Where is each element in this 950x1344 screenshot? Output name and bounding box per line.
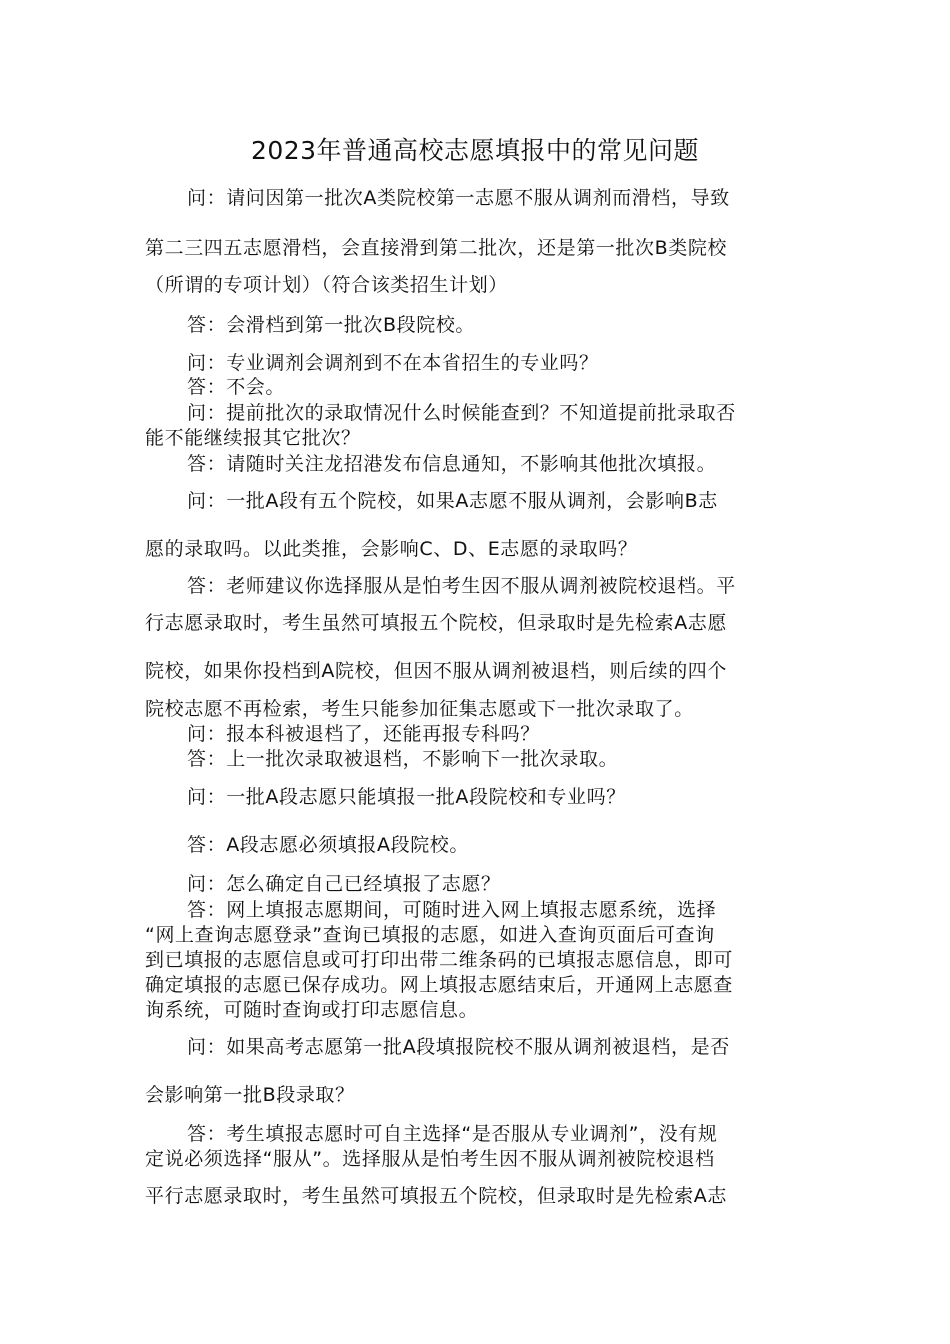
text-line: 行志愿录取时，考生虽然可填报五个院校，但录取时是先检索A志愿 xyxy=(145,612,727,634)
text-line: 答：请随时关注龙招港发布信息通知，不影响其他批次填报。 xyxy=(187,453,717,475)
text-line: 问：如果高考志愿第一批A段填报院校不服从调剂被退档，是否 xyxy=(187,1036,730,1058)
text-line: 问：请问因第一批次A类院校第一志愿不服从调剂而滑档，导致 xyxy=(187,187,730,209)
text-line: 愿的录取吗。以此类推，会影响C、D、E志愿的录取吗？ xyxy=(145,538,638,560)
text-line: 答：考生填报志愿时可自主选择“是否服从专业调剂”，没有规 xyxy=(187,1123,718,1145)
text-line: （所谓的专项计划）（符合该类招生计划） xyxy=(145,274,508,296)
text-line: 平行志愿录取时，考生虽然可填报五个院校，但录取时是先检索A志 xyxy=(145,1185,727,1207)
text-line: 询系统，可随时查询或打印志愿信息。 xyxy=(145,999,479,1021)
text-line: 答：网上填报志愿期间，可随时进入网上填报志愿系统，选择 xyxy=(187,899,717,921)
text-line: 确定填报的志愿已保存成功。网上填报志愿结束后，开通网上志愿查 xyxy=(145,974,734,996)
text-line: 答：A段志愿必须填报A段院校。 xyxy=(187,834,469,856)
text-line: 能不能继续报其它批次？ xyxy=(145,427,361,449)
text-line: 问：提前批次的录取情况什么时候能查到？不知道提前批录取否 xyxy=(187,402,736,424)
text-line: 答：上一批次录取被退档，不影响下一批次录取。 xyxy=(187,748,619,770)
text-line: 答：会滑档到第一批次B段院校。 xyxy=(187,314,476,336)
text-line: 问：报本科被退档了，还能再报专科吗？ xyxy=(187,723,540,745)
text-line: 第二三四五志愿滑档，会直接滑到第二批次，还是第一批次B类院校 xyxy=(145,237,728,259)
document-title: 2023年普通高校志愿填报中的常见问题 xyxy=(250,136,700,165)
text-line: 院校，如果你投档到A院校，但因不服从调剂被退档，则后续的四个 xyxy=(145,660,727,682)
text-line: 到已填报的志愿信息或可打印出带二维条码的已填报志愿信息，即可 xyxy=(145,949,734,971)
text-line: 院校志愿不再检索，考生只能参加征集志愿或下一批次录取了。 xyxy=(145,698,694,720)
text-line: 问：怎么确定自己已经填报了志愿？ xyxy=(187,873,501,895)
text-line: 定说必须选择“服从”。选择服从是怕考生因不服从调剂被院校退档 xyxy=(145,1148,715,1170)
text-line: “网上查询志愿登录”查询已填报的志愿，如进入查询页面后可查询 xyxy=(145,924,715,946)
text-line: 问：专业调剂会调剂到不在本省招生的专业吗？ xyxy=(187,352,599,374)
text-line: 答：不会。 xyxy=(187,376,286,398)
text-line: 答：老师建议你选择服从是怕考生因不服从调剂被院校退档。平 xyxy=(187,575,736,597)
text-line: 问：一批A段有五个院校，如果A志愿不服从调剂，会影响B志 xyxy=(187,490,718,512)
text-line: 问：一批A段志愿只能填报一批A段院校和专业吗？ xyxy=(187,786,626,808)
text-line: 会影响第一批B段录取？ xyxy=(145,1084,355,1106)
